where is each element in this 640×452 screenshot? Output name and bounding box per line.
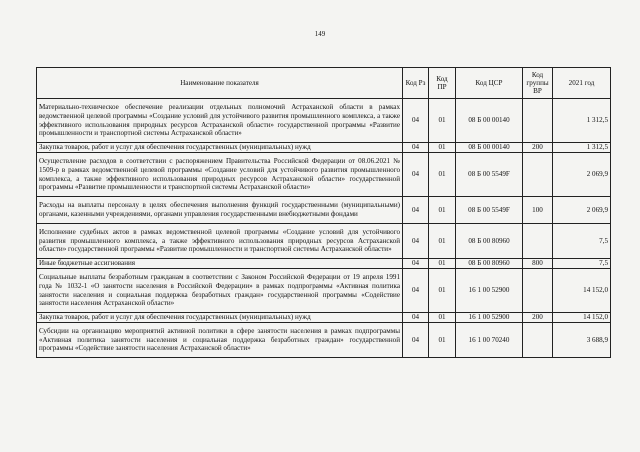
header-rz: Код Рз xyxy=(403,68,429,99)
row-csr: 08 Б 00 5549F xyxy=(456,153,523,197)
row-rz: 04 xyxy=(403,269,429,313)
row-amount: 7,5 xyxy=(553,259,611,269)
table-header-row xyxy=(37,68,611,99)
header-csr: Код ЦСР xyxy=(456,68,523,99)
header-name: Наименование показателя xyxy=(37,68,403,99)
row-pr: 01 xyxy=(429,224,456,259)
row-csr: 16 1 00 52900 xyxy=(456,269,523,313)
row-csr: 08 Б 00 00140 xyxy=(456,143,523,153)
row-pr: 01 xyxy=(429,313,456,323)
row-name: Закупка товаров, работ и услуг для обеспечения государственных (муниципальных) нужд xyxy=(37,143,403,153)
row-rz: 04 xyxy=(403,323,429,358)
row-rz: 04 xyxy=(403,313,429,323)
row-vr xyxy=(523,224,553,259)
row-vr: 200 xyxy=(523,143,553,153)
row-name: Социальные выплаты безработным гражданам в соответствии с Законом Российской Федерации от 19 апреля 1991 года № 1032-1 «О занятости населения в Российской Федерации» в рамках подпрограммы «Активная политика занятости населения и социальная поддержка безработных граждан» государственной программы «Содействие занятости населения Астраханской области» xyxy=(37,269,403,313)
row-amount: 14 152,0 xyxy=(553,313,611,323)
row-csr: 08 Б 00 00140 xyxy=(456,99,523,143)
row-rz: 04 xyxy=(403,153,429,197)
row-rz: 04 xyxy=(403,224,429,259)
header-vr: Код группы ВР xyxy=(523,68,553,99)
row-amount: 2 069,9 xyxy=(553,197,611,224)
table-row xyxy=(37,259,611,269)
row-pr: 01 xyxy=(429,99,456,143)
row-vr: 800 xyxy=(523,259,553,269)
row-csr: 08 Б 00 80960 xyxy=(456,259,523,269)
budget-table xyxy=(36,67,611,358)
row-csr: 16 1 00 70240 xyxy=(456,323,523,358)
header-year: 2021 год xyxy=(553,68,611,99)
row-vr xyxy=(523,323,553,358)
row-pr: 01 xyxy=(429,197,456,224)
row-rz: 04 xyxy=(403,259,429,269)
row-vr xyxy=(523,153,553,197)
row-name: Осуществление расходов в соответствии с распоряжением Правительства Российской Федерации от 08.06.2021 № 1509-р в рамках ведомственной целевой программы «Создание условий для устойчивого развития промышленного комплекса, а также эффективного использования природных ресурсов Астраханской области» государственной программы «Развитие промышленности и транспортной системы Астраханской области» xyxy=(37,153,403,197)
table-row xyxy=(37,323,611,358)
table-row xyxy=(37,99,611,143)
row-pr: 01 xyxy=(429,259,456,269)
row-name: Материально-техническое обеспечение реализации отдельных полномочий Астраханской области в рамках ведомственной целевой программы «Создание условий для устойчивого развития промышленного комплекса, а также эффективного использования природных ресурсов Астраханской области» государственной программы «Развитие промышленности и транспортной системы Астраханской области» xyxy=(37,99,403,143)
row-pr: 01 xyxy=(429,269,456,313)
row-vr: 200 xyxy=(523,313,553,323)
row-amount: 1 312,5 xyxy=(553,99,611,143)
row-csr: 08 Б 00 80960 xyxy=(456,224,523,259)
table-row xyxy=(37,313,611,323)
row-name: Исполнение судебных актов в рамках ведомственной целевой программы «Создание условий для устойчивого развития промышленного комплекса, а также эффективного использования природных ресурсов Астраханской области» государственной программы «Развитие промышленности и транспортной системы Астраханской области» xyxy=(37,224,403,259)
row-name: Расходы на выплаты персоналу в целях обеспечения выполнения функций государственными (муниципальными) органами, казенными учреждениями, органами управления государственными внебюджетными фондами xyxy=(37,197,403,224)
table-row xyxy=(37,269,611,313)
row-pr: 01 xyxy=(429,143,456,153)
row-vr xyxy=(523,99,553,143)
table-row xyxy=(37,224,611,259)
row-rz: 04 xyxy=(403,143,429,153)
table-row xyxy=(37,197,611,224)
table-row xyxy=(37,153,611,197)
row-pr: 01 xyxy=(429,153,456,197)
row-amount: 2 069,9 xyxy=(553,153,611,197)
row-name: Закупка товаров, работ и услуг для обеспечения государственных (муниципальных) нужд xyxy=(37,313,403,323)
row-amount: 14 152,0 xyxy=(553,269,611,313)
table-row xyxy=(37,143,611,153)
row-name: Субсидии на организацию мероприятий активной политики в сфере занятости населения в рамках подпрограммы «Активная политика занятости населения и социальная поддержка безработных граждан» государственной программы «Содействие занятости населения Астраханской области» xyxy=(37,323,403,358)
row-amount: 3 688,9 xyxy=(553,323,611,358)
row-pr: 01 xyxy=(429,323,456,358)
row-amount: 7,5 xyxy=(553,224,611,259)
row-rz: 04 xyxy=(403,197,429,224)
row-vr: 100 xyxy=(523,197,553,224)
header-pr: Код ПР xyxy=(429,68,456,99)
page-number: 149 xyxy=(314,30,326,38)
row-amount: 1 312,5 xyxy=(553,143,611,153)
row-csr: 16 1 00 52900 xyxy=(456,313,523,323)
row-csr: 08 Б 00 5549F xyxy=(456,197,523,224)
row-rz: 04 xyxy=(403,99,429,143)
row-vr xyxy=(523,269,553,313)
row-name: Иные бюджетные ассигнования xyxy=(37,259,403,269)
